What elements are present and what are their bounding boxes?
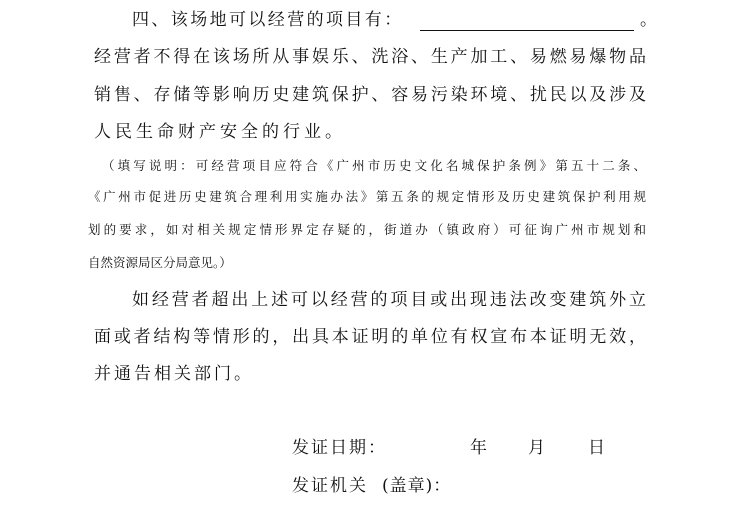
seal-label: (盖章)：	[382, 476, 452, 496]
issue-date-label: 发证日期：	[292, 438, 387, 458]
note-line-1: （填写说明：可经营项目应符合《广州市历史文化名城保护条例》第五十二条、	[102, 158, 646, 173]
business-items-blank[interactable]	[420, 30, 634, 31]
note-line-2: 《广州市促进历史建筑合理利用实施办法》第五条的规定情形及历史建筑保护利用规	[88, 189, 646, 204]
paragraph-2-line-2: 面或者结构等情形的，出具本证明的单位有权宣布本证明无效，	[94, 327, 646, 347]
issue-year-label: 年	[470, 438, 487, 458]
paragraph-1-line-3: 人民生命财产安全的行业。	[94, 122, 346, 142]
paragraph-1-line-1: 经营者不得在该场所从事娱乐、洗浴、生产加工、易燃易爆物品	[94, 47, 646, 67]
note-line-3: 划的要求，如对相关规定情形界定存疑的，街道办（镇政府）可征询广州市规划和	[88, 222, 646, 237]
issue-month-label: 月	[528, 438, 545, 458]
item-heading-label: 四、该场地可以经营的项目有：	[132, 10, 404, 30]
item-heading	[132, 8, 662, 36]
issuing-authority-label: 发证机关	[292, 476, 368, 496]
paragraph-2-line-1: 如经营者超出上述可以经营的项目或出现违法改变建筑外立	[132, 290, 646, 310]
item-heading-end-mark: 。	[640, 10, 657, 30]
issue-day-label: 日	[588, 438, 605, 458]
paragraph-2-line-3: 并通告相关部门。	[94, 364, 254, 384]
paragraph-1-line-2: 销售、存储等影响历史建筑保护、容易污染环境、扰民以及涉及	[94, 85, 646, 105]
note-line-4: 自然资源局区分局意见。）	[88, 255, 232, 270]
